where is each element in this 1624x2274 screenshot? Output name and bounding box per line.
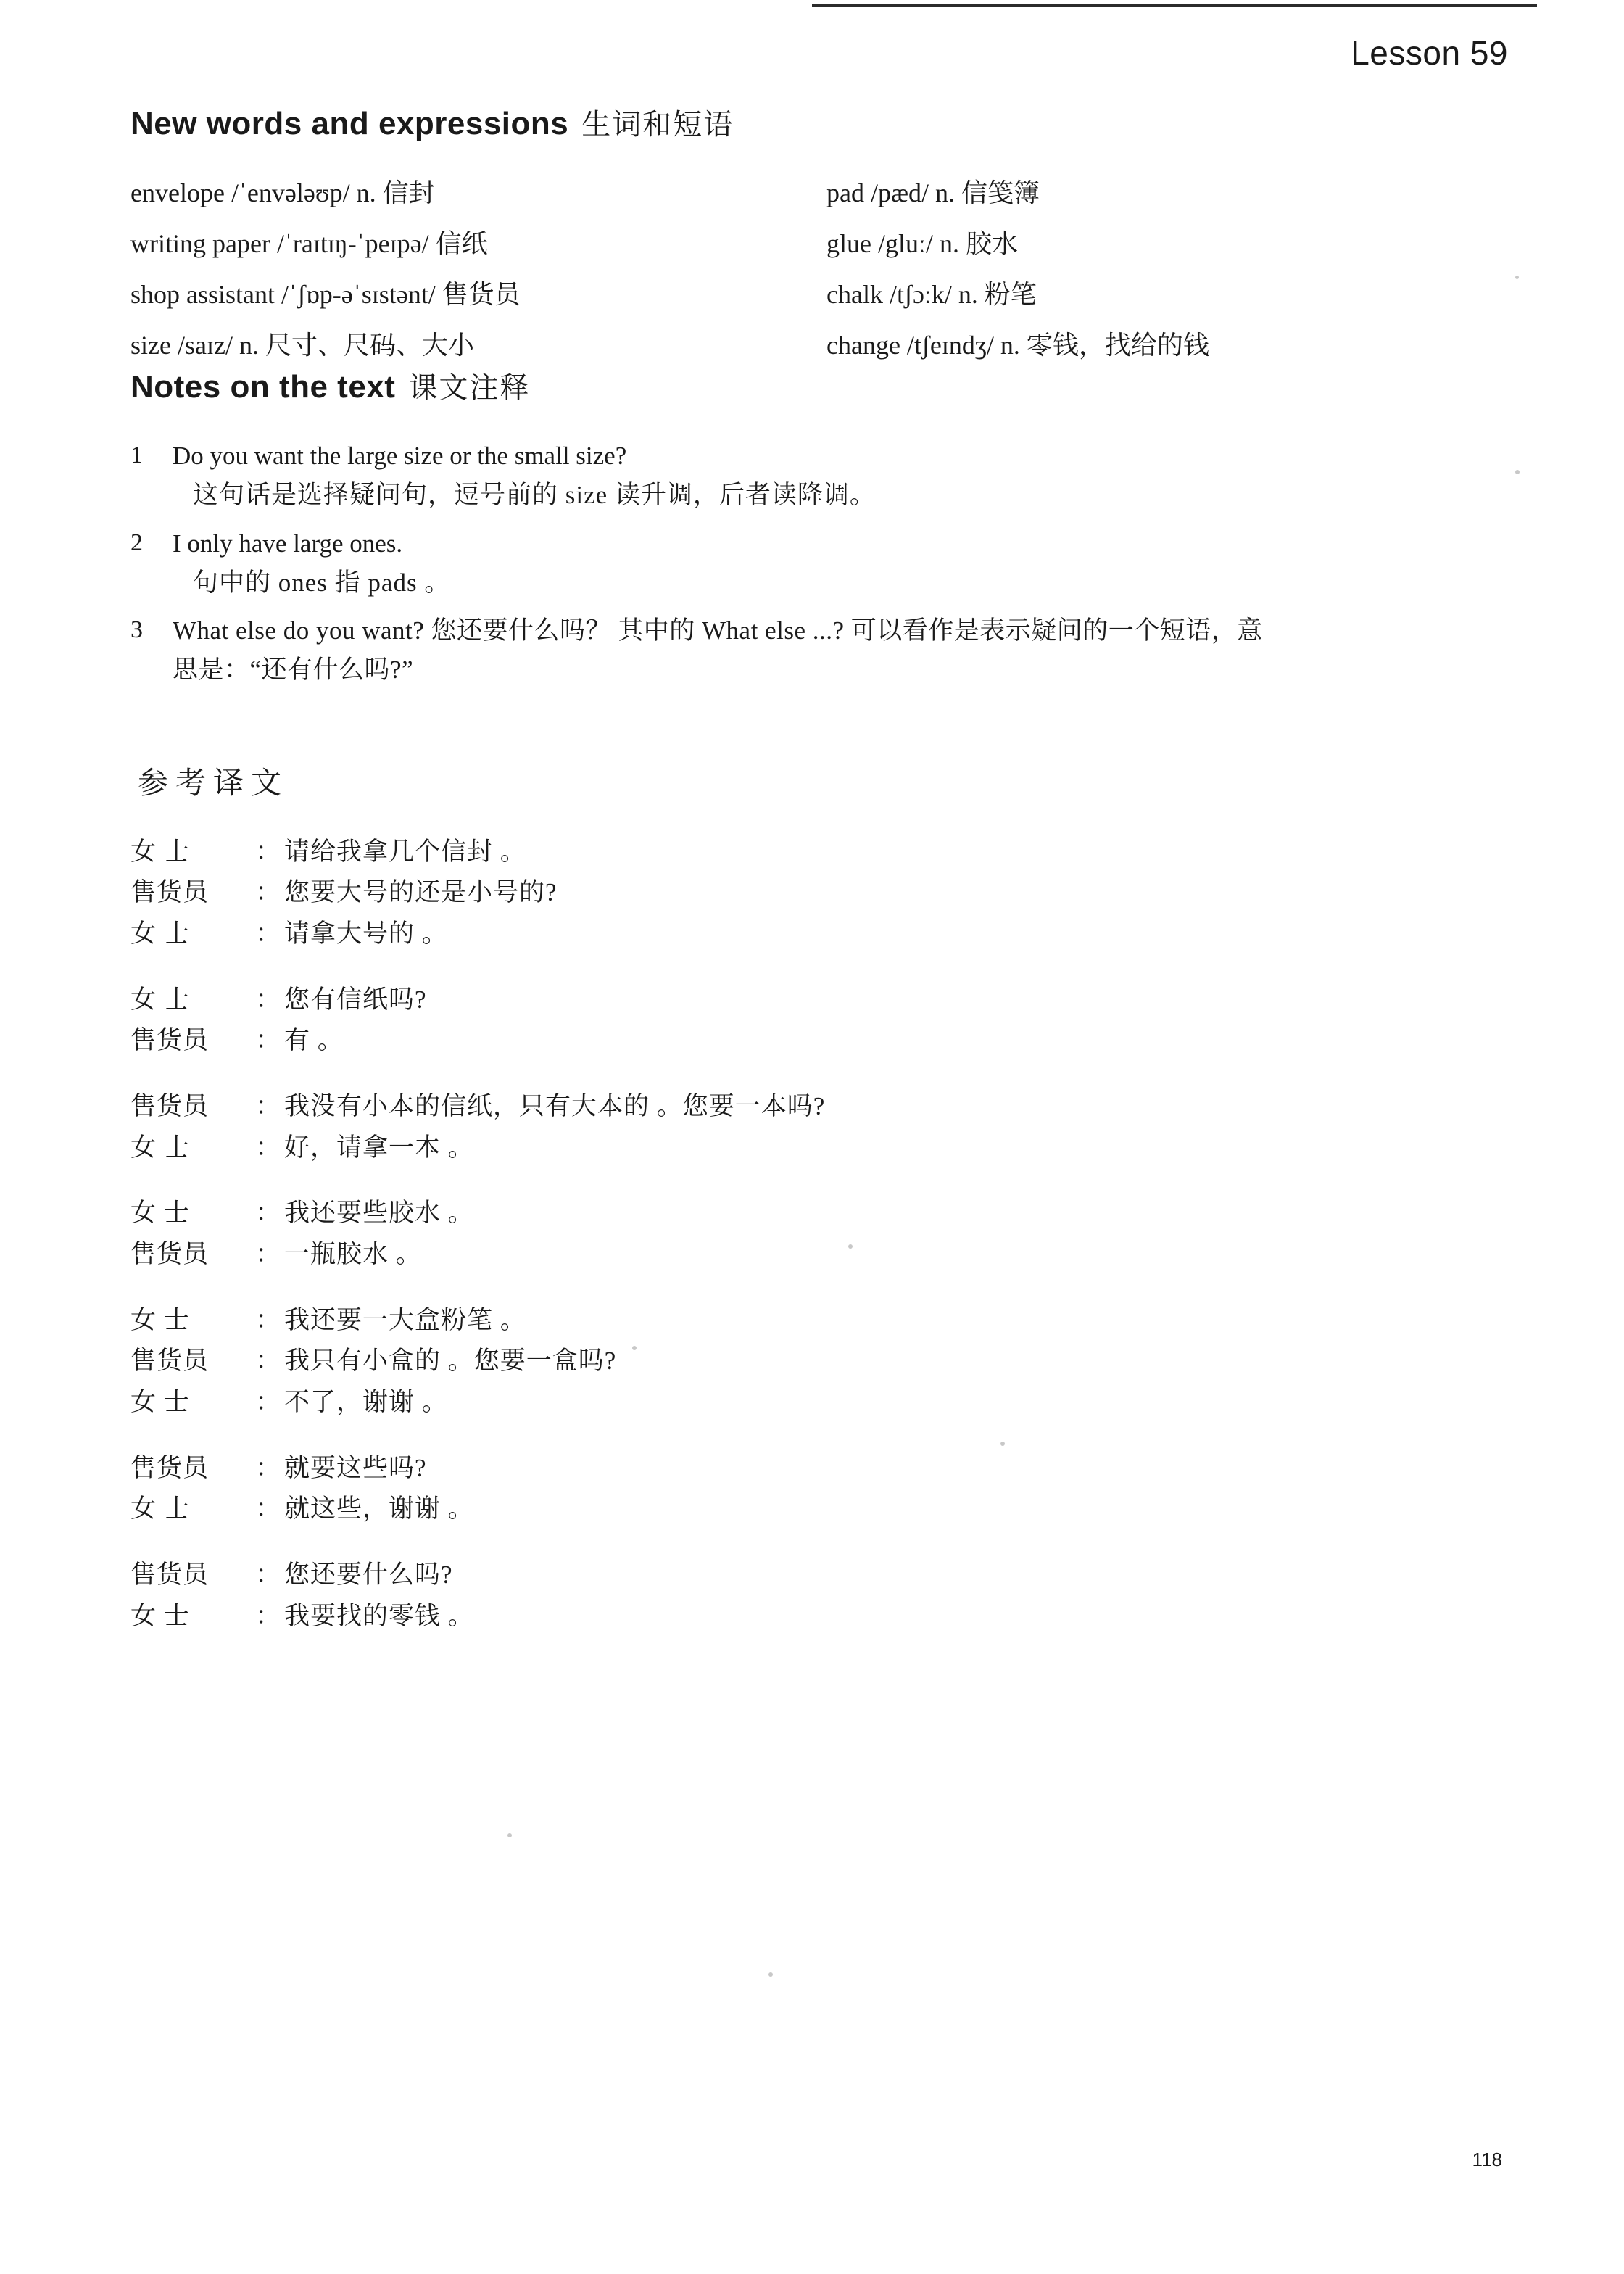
note-number: 1	[130, 442, 143, 468]
vocabulary-item: shop assistant /ˈʃɒp-əˈsɪstənt/ 售货员	[130, 280, 521, 309]
scan-speck	[848, 1244, 853, 1249]
notes-heading-cn: 课文注释	[408, 371, 531, 404]
dialog-text: 就要这些吗?	[284, 1453, 427, 1482]
dialog-line	[130, 1020, 1494, 1062]
vocabulary-item: envelope /ˈenvələʊp/ n. 信封	[130, 178, 435, 207]
dialog-colon: ：	[255, 1560, 281, 1589]
dialog-text: 您要大号的还是小号的?	[284, 878, 558, 907]
vocabulary-heading	[130, 102, 1494, 143]
dialog-text: 一瓶胶水 。	[284, 1240, 422, 1268]
note-text-line1: What else do you want? 您还要什么吗？ 其中的 What else ...? 可以看作是表示疑问的一个短语，意	[173, 616, 1263, 645]
dialog-speaker: 女 士	[130, 1388, 190, 1417]
dialog-speaker: 售货员	[130, 1453, 210, 1482]
note-item	[130, 524, 1494, 603]
dialog-text: 不了，谢谢 。	[284, 1388, 448, 1417]
vocabulary-heading-en: New words and expressions	[130, 106, 569, 141]
dialog-speaker: 女 士	[130, 1601, 190, 1630]
dialog-colon: ：	[255, 1305, 281, 1334]
scan-speck	[1000, 1442, 1005, 1446]
vocabulary-item: size /saɪz/ n. 尺寸、尺码、大小	[130, 331, 474, 360]
scan-speck	[1515, 470, 1520, 474]
dialog-colon: ：	[255, 1026, 281, 1055]
note-body	[173, 437, 1494, 516]
dialog-line	[130, 1596, 1494, 1637]
dialog-line	[130, 1341, 1494, 1382]
vocabulary-item: writing paper /ˈraɪtɪŋ-ˈpeɪpə/ 信纸	[130, 229, 488, 258]
dialog-group	[130, 1555, 1494, 1637]
dialog-colon: ：	[255, 1240, 281, 1268]
scan-speck	[1515, 276, 1519, 279]
dialog-colon: ：	[255, 1453, 281, 1482]
dialog-text: 我要找的零钱 。	[284, 1601, 474, 1630]
dialog-line	[130, 1300, 1494, 1341]
dialog-speaker: 女 士	[130, 985, 190, 1014]
dialog-colon: ：	[255, 919, 281, 948]
notes-heading-en: Notes on the text	[130, 369, 396, 405]
vocabulary-heading-cn: 生词和短语	[581, 108, 734, 141]
vocabulary-item: pad /pæd/ n. 信笺簿	[826, 178, 1040, 207]
dialog-text: 我没有小本的信纸，只有大本的 。您要一本吗?	[284, 1091, 826, 1120]
vocabulary-item: glue /gluː/ n. 胶水	[826, 229, 1018, 258]
dialog-group	[130, 1086, 1494, 1168]
dialog-line	[130, 980, 1494, 1021]
dialog-text: 就这些，谢谢 。	[284, 1494, 474, 1523]
note-number: 3	[130, 616, 143, 643]
dialog-line	[130, 1086, 1494, 1128]
dialog-colon: ：	[255, 878, 281, 907]
dialog-text: 您有信纸吗?	[284, 985, 427, 1014]
scan-speck	[508, 1833, 512, 1837]
note-text-line2: 思是：“还有什么吗?”	[173, 656, 414, 685]
dialog-colon: ：	[255, 1347, 281, 1376]
note-number: 2	[130, 529, 143, 556]
dialog-colon: ：	[255, 985, 281, 1014]
dialog-text: 我还要些胶水 。	[284, 1199, 474, 1228]
dialog-group	[130, 1193, 1494, 1275]
note-text-cn: 句中的 ones 指 pads 。	[193, 568, 451, 597]
scan-speck	[768, 1972, 773, 1977]
dialog-group	[130, 1300, 1494, 1423]
dialog-line	[130, 1448, 1494, 1489]
dialog-speaker: 售货员	[130, 1091, 210, 1120]
dialog-colon: ：	[255, 1199, 281, 1228]
dialog-text: 请拿大号的 。	[284, 919, 448, 948]
translation-dialog	[130, 832, 1494, 1637]
dialog-text: 您还要什么吗?	[284, 1560, 453, 1589]
header-rule	[812, 4, 1537, 7]
dialog-line	[130, 914, 1494, 955]
note-item	[130, 437, 1494, 516]
dialog-line	[130, 1234, 1494, 1275]
dialog-line	[130, 1382, 1494, 1423]
dialog-colon: ：	[255, 1601, 281, 1630]
dialog-line	[130, 1555, 1494, 1596]
vocabulary-item: change /tʃeɪndʒ/ n. 零钱，找给的钱	[826, 331, 1209, 360]
dialog-speaker: 女 士	[130, 919, 190, 948]
translation-heading: 参考译文	[138, 766, 289, 801]
page-content	[130, 102, 1494, 1662]
dialog-colon: ：	[255, 1494, 281, 1523]
dialog-line	[130, 872, 1494, 914]
dialog-speaker: 女 士	[130, 1133, 190, 1162]
dialog-text: 我只有小盒的 。您要一盒吗?	[284, 1347, 617, 1376]
vocabulary-item: chalk /tʃɔːk/ n. 粉笔	[826, 280, 1037, 309]
dialog-line	[130, 1128, 1494, 1169]
dialog-colon: ：	[255, 1091, 281, 1120]
note-body	[173, 524, 1494, 603]
note-text-en: I only have large ones.	[173, 529, 403, 558]
note-item	[130, 611, 1494, 690]
dialog-speaker: 售货员	[130, 1347, 210, 1376]
dialog-group	[130, 832, 1494, 955]
dialog-text: 有 。	[284, 1026, 344, 1055]
dialog-speaker: 售货员	[130, 878, 210, 907]
dialog-speaker: 女 士	[130, 1199, 190, 1228]
dialog-line	[130, 1489, 1494, 1530]
notes-heading	[130, 365, 1494, 406]
dialog-speaker: 女 士	[130, 1305, 190, 1334]
note-body	[173, 611, 1494, 690]
dialog-group	[130, 980, 1494, 1062]
dialog-colon: ：	[255, 1388, 281, 1417]
dialog-line	[130, 1193, 1494, 1234]
scan-speck	[632, 1346, 637, 1350]
note-text-cn: 这句话是选择疑问句，逗号前的 size 读升调，后者读降调。	[193, 481, 876, 510]
dialog-colon: ：	[255, 1133, 281, 1162]
dialog-speaker: 售货员	[130, 1560, 210, 1589]
lesson-label: Lesson 59	[1351, 34, 1508, 72]
note-text-en: Do you want the large size or the small size?	[173, 442, 627, 470]
dialog-text: 好，请拿一本 。	[284, 1133, 474, 1162]
dialog-speaker: 售货员	[130, 1026, 210, 1055]
dialog-group	[130, 1448, 1494, 1530]
dialog-colon: ：	[255, 837, 281, 866]
dialog-text: 我还要一大盒粉笔 。	[284, 1305, 526, 1334]
vocabulary-list	[130, 173, 1494, 365]
dialog-speaker: 售货员	[130, 1240, 210, 1268]
dialog-line	[130, 832, 1494, 873]
notes-list	[130, 437, 1494, 690]
dialog-speaker: 女 士	[130, 1494, 190, 1523]
page-number: 118	[1472, 2149, 1502, 2170]
dialog-speaker: 女 士	[130, 837, 190, 866]
dialog-text: 请给我拿几个信封 。	[284, 837, 526, 866]
